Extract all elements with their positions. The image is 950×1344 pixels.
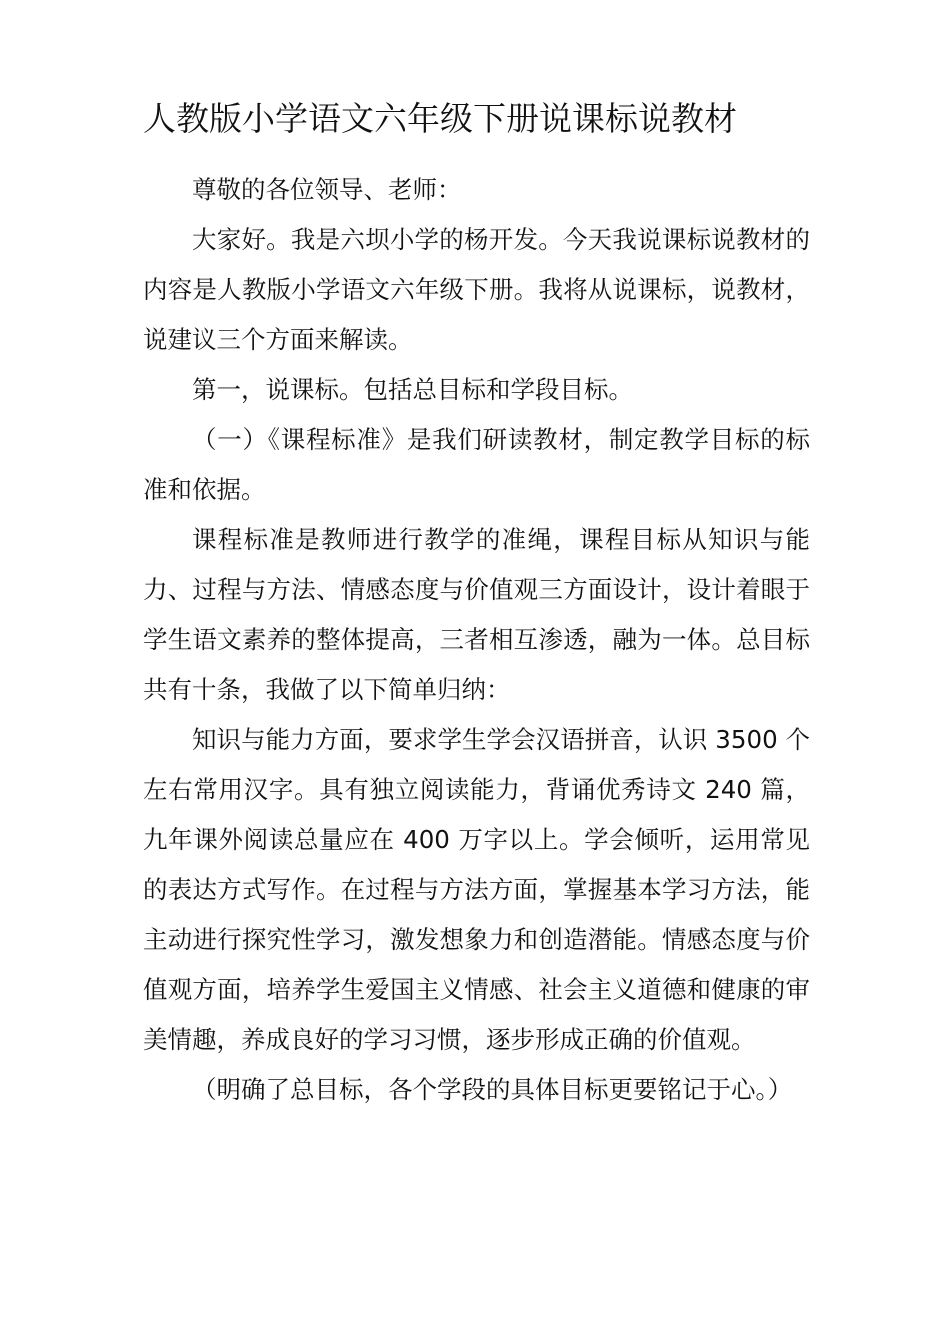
document-title: 人教版小学语文六年级下册说课标说教材 <box>143 99 737 138</box>
paragraph-introduction: 大家好。我是六坝小学的杨开发。今天我说课标说教材的内容是人教版小学语文六年级下册。我将从说课标，说教材，说建议三个方面来解读。 <box>143 225 810 354</box>
paragraph-section-one: 第一，说课标。包括总目标和学段目标。 <box>192 375 633 404</box>
document-body <box>143 165 810 1115</box>
paragraph-greeting: 尊敬的各位领导、老师： <box>192 175 462 204</box>
paragraph-goal-summary: 知识与能力方面，要求学生学会汉语拼音，认识 3500 个左右常用汉字。具有独立阅读能力，背诵优秀诗文 240 篇，九年课外阅读总量应在 400 万字以上。学会倾听，运用常见的表达方式写作。在过程与方法方面，掌握基本学习方法，能主动进行探究性学习，激发想象力和创造潜能。情感态度与价值观方面，培养学生爱国主义情感、社会主义道德和健康的审美情趣，养成良好的学习习惯，逐步形成正确的价值观。 <box>143 725 810 1054</box>
paragraph-stage-goals-note: （明确了总目标，各个学段的具体目标更要铭记于心。） <box>192 1075 793 1104</box>
paragraph-standard-basis: （一）《课程标准》是我们研读教材，制定教学目标的标准和依据。 <box>143 425 810 504</box>
paragraph-curriculum-goals: 课程标准是教师进行教学的准绳，课程目标从知识与能力、过程与方法、情感态度与价值观三方面设计，设计着眼于学生语文素养的整体提高，三者相互渗透，融为一体。总目标共有十条，我做了以下简单归纳： <box>143 525 810 704</box>
